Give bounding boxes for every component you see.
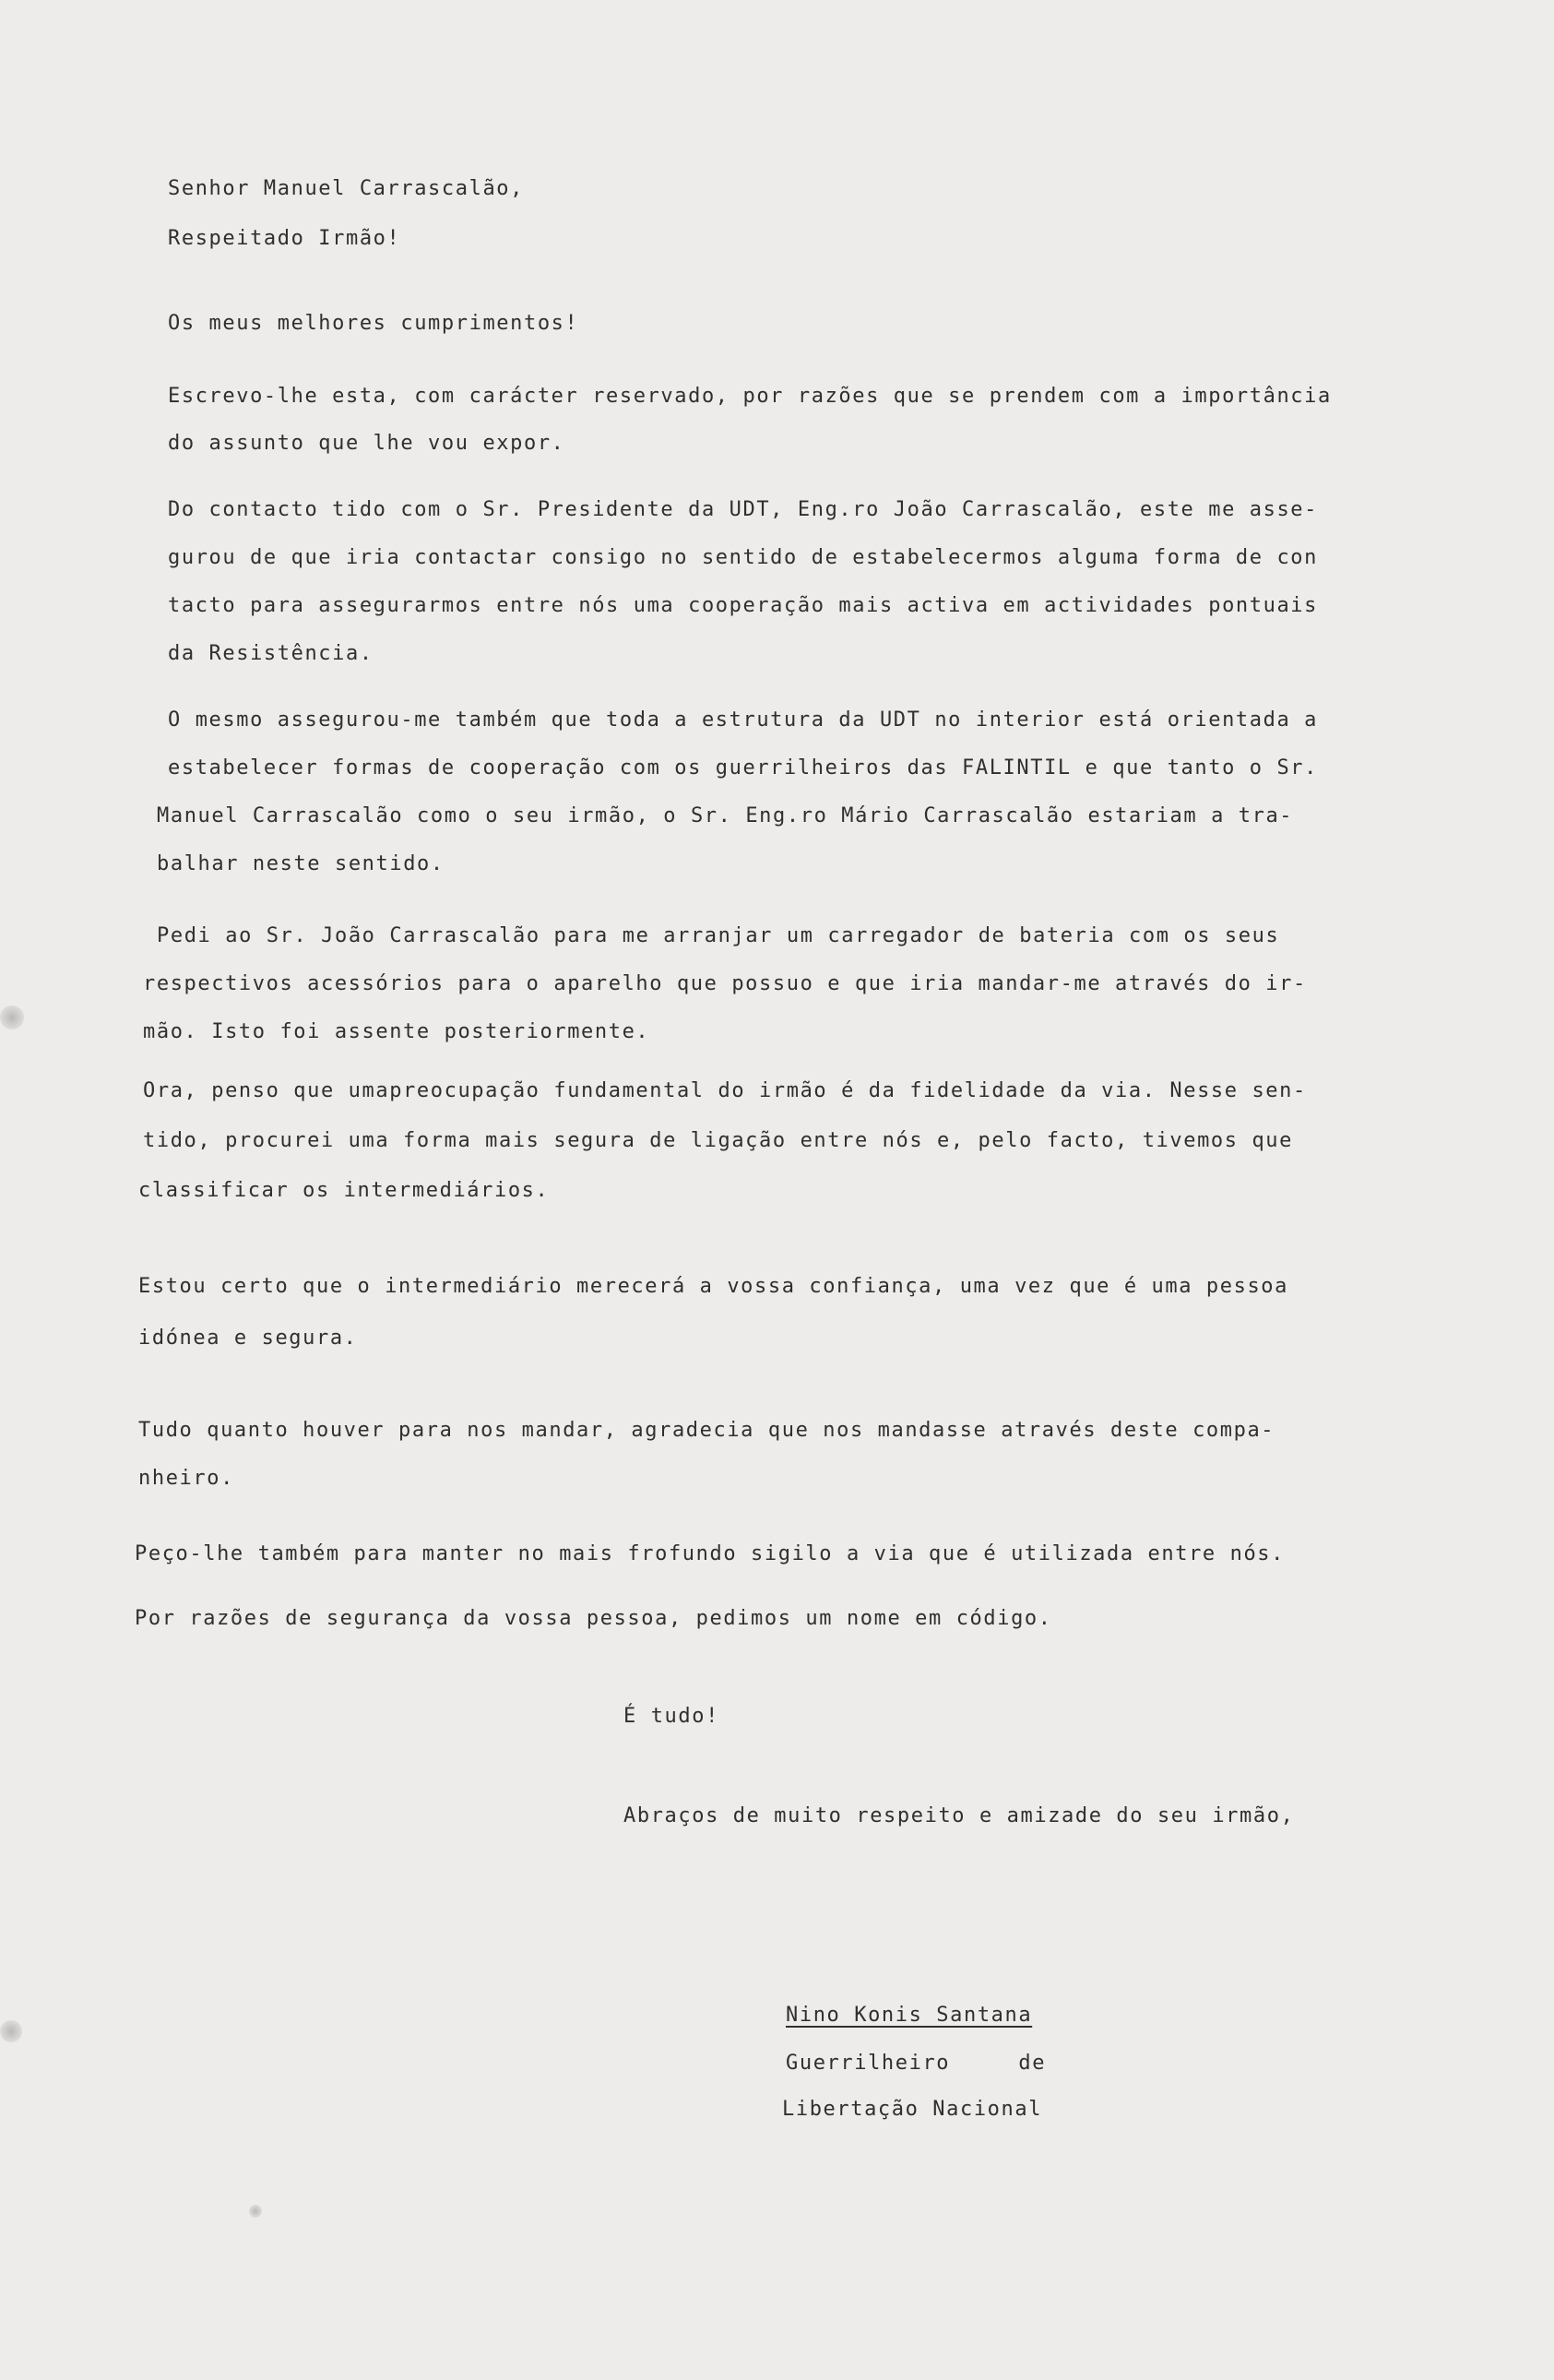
paragraph-line: Ora, penso que umapreocupação fundamental do irmão é da fidelidade da via. Nesse sen-	[143, 1079, 1307, 1102]
paragraph-line: Do contacto tido com o Sr. Presidente da UDT, Eng.ro João Carrascalão, este me asse-	[168, 498, 1318, 521]
signature-title-line-2: Libertação Nacional	[782, 2098, 1043, 2121]
paragraph-line: estabelecer formas de cooperação com os guerrilheiros das FALINTIL e que tanto o Sr.	[168, 756, 1318, 779]
closing: Abraços de muito respeito e amizade do seu irmão,	[623, 1804, 1295, 1827]
paragraph-line: Escrevo-lhe esta, com carácter reservado, por razões que se prendem com a importância	[168, 385, 1332, 408]
signature-title-line-1: Guerrilheiro de	[786, 2052, 1047, 2075]
paragraph-line: Manuel Carrascalão como o seu irmão, o Sr. Eng.ro Mário Carrascalão estariam a tra-	[157, 804, 1294, 827]
salutation-line-2: Respeitado Irmão!	[168, 227, 401, 250]
paragraph-line: Pedi ao Sr. João Carrascalão para me arranjar um carregador de bateria com os seus	[157, 924, 1280, 947]
salutation-line-1: Senhor Manuel Carrascalão,	[168, 177, 524, 200]
paragraph-line: gurou de que iria contactar consigo no sentido de estabelecermos alguma forma de con	[168, 546, 1318, 569]
paragraph-line: Tudo quanto houver para nos mandar, agradecia que nos mandasse através deste compa-	[138, 1419, 1275, 1442]
paper-smudge	[0, 2020, 22, 2042]
paragraph-line: mão. Isto foi assente posteriormente.	[143, 1020, 650, 1043]
paper-smudge	[0, 1006, 24, 1029]
paragraph-line: Peço-lhe também para manter no mais frofundo sigilo a via que é utilizada entre nós.	[135, 1542, 1285, 1565]
paragraph-line: nheiro.	[138, 1467, 234, 1490]
paragraph-line: da Resistência.	[168, 642, 374, 665]
paragraph-line: balhar neste sentido.	[157, 852, 445, 875]
paragraph-line: idónea e segura.	[138, 1327, 358, 1350]
paragraph-line: Por razões de segurança da vossa pessoa, pedimos um nome em código.	[135, 1607, 1052, 1630]
greeting: Os meus melhores cumprimentos!	[168, 312, 579, 335]
paragraph-line: O mesmo assegurou-me também que toda a estrutura da UDT no interior está orientada a	[168, 708, 1318, 732]
paragraph-line: do assunto que lhe vou expor.	[168, 432, 565, 455]
paragraph-line: classificar os intermediários.	[138, 1179, 550, 1202]
closing-short: É tudo!	[623, 1705, 719, 1728]
paragraph-line: respectivos acessórios para o aparelho que possuo e que iria mandar-me através do ir-	[143, 972, 1307, 995]
paragraph-line: tido, procurei uma forma mais segura de ligação entre nós e, pelo facto, tivemos que	[143, 1129, 1293, 1152]
paper-smudge	[249, 2205, 262, 2218]
signature-name: Nino Konis Santana	[786, 2004, 1033, 2027]
paragraph-line: Estou certo que o intermediário merecerá a vossa confiança, uma vez que é uma pessoa	[138, 1275, 1288, 1298]
paragraph-line: tacto para assegurarmos entre nós uma cooperação mais activa em actividades pontuais	[168, 594, 1318, 617]
